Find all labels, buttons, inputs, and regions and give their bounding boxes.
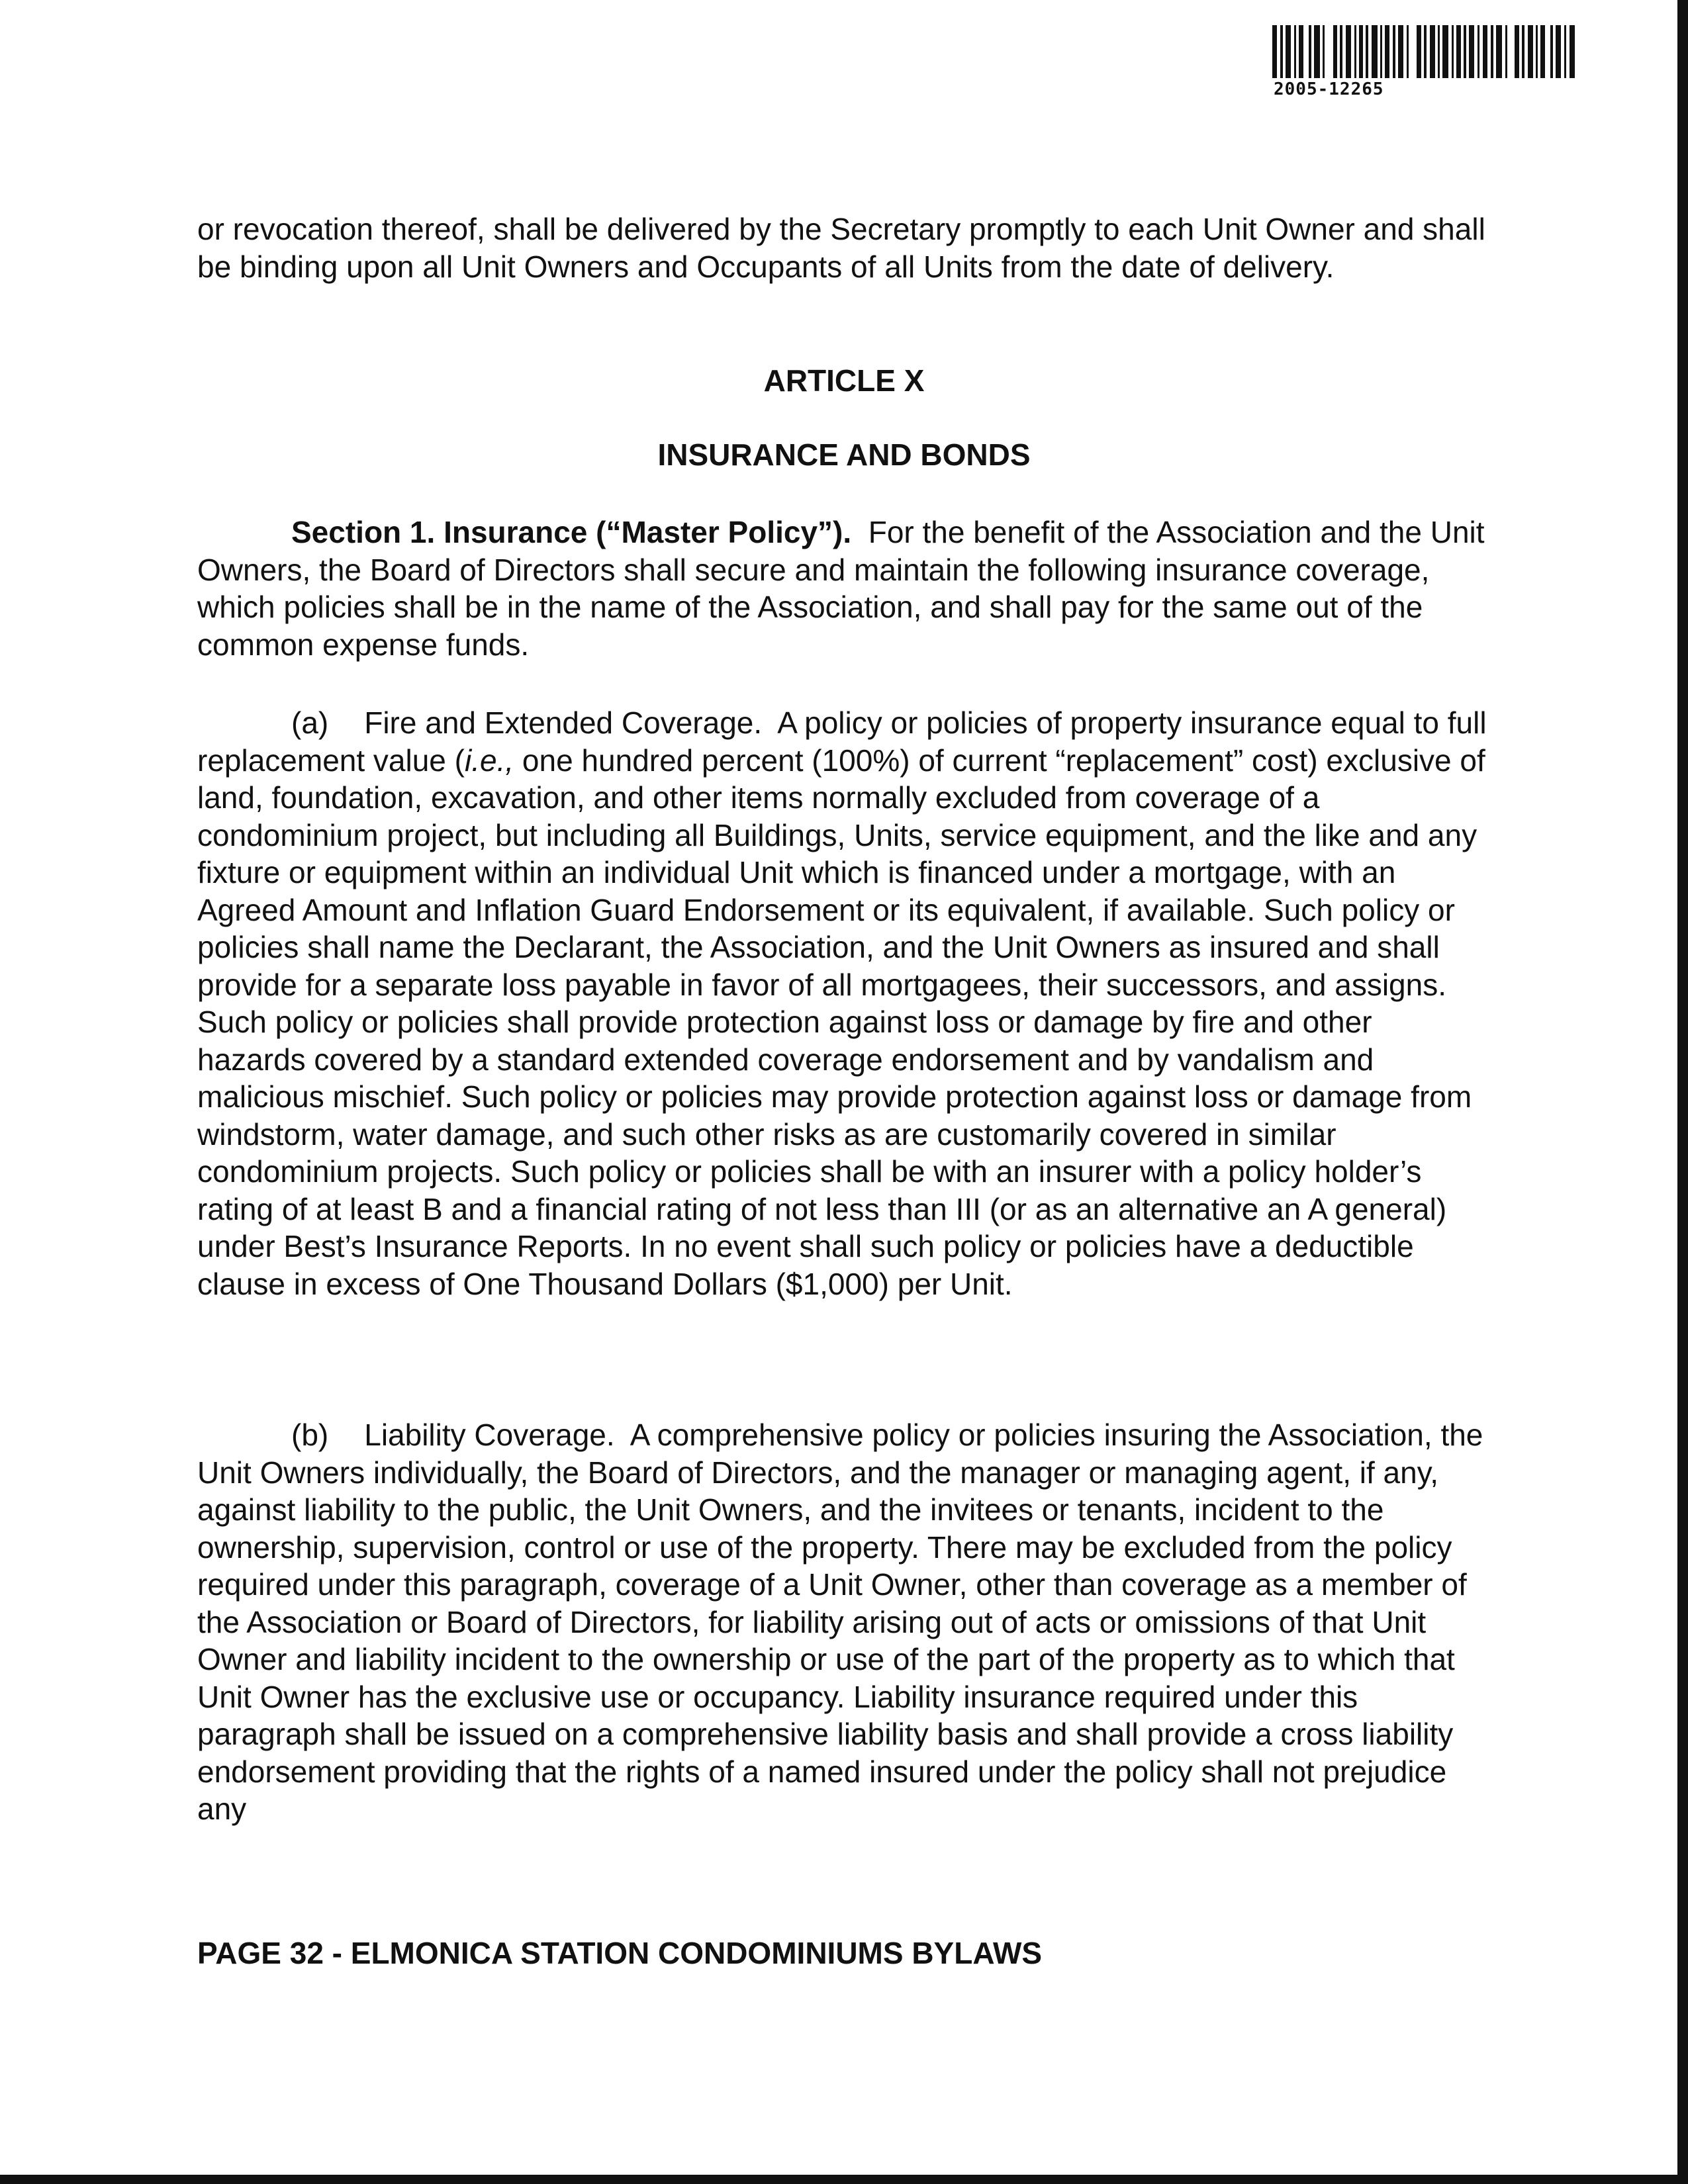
page-footer: PAGE 32 - ELMONICA STATION CONDOMINIUMS BYLAWS bbox=[197, 1936, 1043, 1970]
paragraph-a-title: Fire and Extended Coverage. bbox=[364, 705, 763, 740]
page-border-right bbox=[1677, 0, 1688, 2184]
article-subtitle: INSURANCE AND BONDS bbox=[657, 437, 1031, 472]
paragraph-b-title: Liability Coverage. bbox=[364, 1418, 615, 1452]
paragraph-b bbox=[197, 1416, 1488, 1828]
recording-number: 2005-12265 bbox=[1274, 79, 1384, 99]
paragraph-a-text-1: A policy or policies of property insurance equal to full replacement value ( bbox=[197, 705, 1487, 778]
section-1-text: For the benefit of the Association and the Unit Owners, the Board of Directors shall secure and maintain the following insurance coverage, which policies shall be in the name of the Association, and shall pay for the same out of the common expense funds. bbox=[197, 515, 1485, 662]
paragraph-a-ie: i.e., bbox=[464, 743, 514, 778]
article-title: ARTICLE X bbox=[763, 363, 925, 398]
barcode-graphic bbox=[1272, 25, 1577, 78]
paragraph-a-text-2: one hundred percent (100%) of current “replacement” cost) exclusive of land, foundation, excavation, and other items normally excluded from coverage of a condominium project, but including all Buildings, Units, service equipment, and the like and any fixture or equipment within an individual Unit which is financed under a mortgage, with an Agreed Amount and Inflation Guard Endorsement or its equivalent, if available. Such policy or policies shall name the Declarant, the Association, and the Unit Owners as insured and shall provide for a separate loss payable in favor of all mortgagees, their successors, and assigns. Such policy or policies shall provide protection against loss or damage by fire and other hazards covered by a standard extended coverage endorsement and by vandalism and malicious mischief. Such policy or policies may provide protection against loss or damage from windstorm, water damage, and such other risks as are customarily covered in similar condominium projects. Such policy or policies shall be with an insurer with a policy holder’s rating of at least B and a financial rating of not less than III (or as an alternative an A general) under Best’s Insurance Reports. In no event shall such policy or policies have a deductible clause in excess of One Thousand Dollars ($1,000) per Unit. bbox=[197, 743, 1485, 1301]
paragraph-b-label: (b) bbox=[291, 1418, 329, 1452]
section-1-heading: Section 1. Insurance (“Master Policy”). bbox=[291, 515, 852, 549]
paragraph-b-text: A comprehensive policy or policies insuring the Association, the Unit Owners individually, the Board of Directors, and the manager or managing agent, if any, against liability to the public, the Unit Owners, and the invitees or tenants, incident to the ownership, supervision, control or use of the property. There may be excluded from the policy required under this paragraph, coverage of a Unit Owner, other than coverage as a member of the Association or Board of Directors, for liability arising out of acts or omissions of that Unit Owner and liability incident to the ownership or use of the part of the property as to which that Unit Owner has the exclusive use or occupancy. Liability insurance required under this paragraph shall be issued on a comprehensive liability basis and shall provide a cross liability endorsement providing that the rights of a named insured under the policy shall not prejudice any bbox=[197, 1418, 1483, 1826]
paragraph-a-label: (a) bbox=[291, 705, 329, 740]
intro-paragraph: or revocation thereof, shall be delivered by the Secretary promptly to each Unit Owner and shall be binding upon all Unit Owners and Occupants of all Units from the date of delivery. bbox=[197, 212, 1485, 284]
page-border-bottom bbox=[0, 2175, 1688, 2184]
paragraph-a bbox=[197, 704, 1488, 1302]
recording-barcode bbox=[1272, 25, 1577, 98]
section-1-paragraph bbox=[197, 514, 1488, 663]
